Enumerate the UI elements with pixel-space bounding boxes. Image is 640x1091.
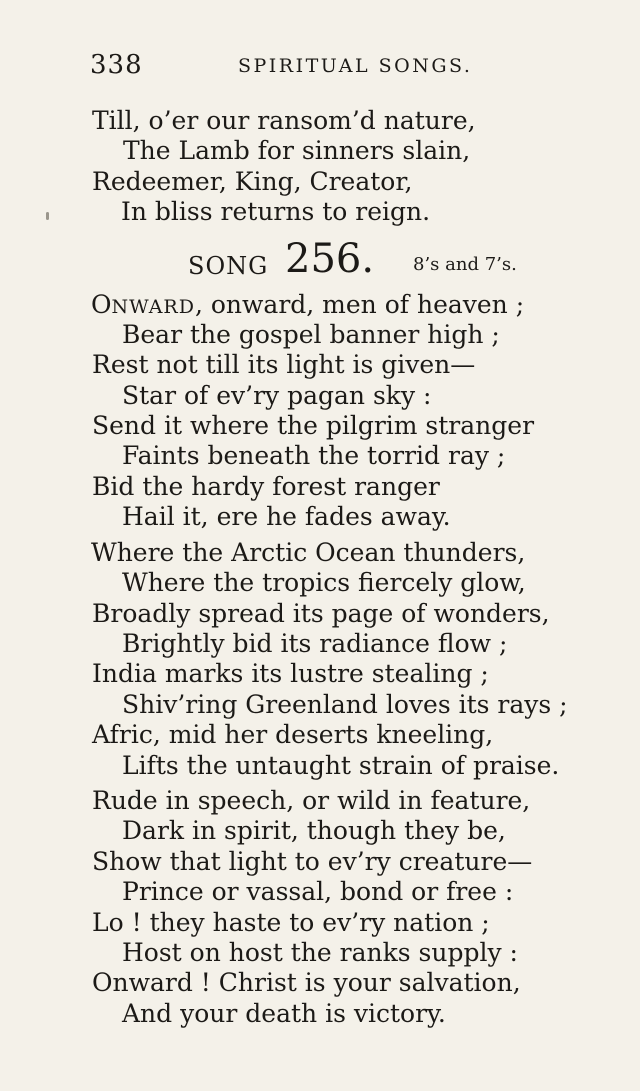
verse-line: Onward ! Christ is your salvation,	[92, 968, 521, 997]
verse-line: Bid the hardy forest ranger	[92, 472, 440, 501]
verse-line: Brightly bid its radiance flow ;	[122, 629, 508, 658]
verse-line: Faints beneath the torrid ray ;	[122, 441, 506, 470]
drop-initial: O	[91, 290, 112, 319]
verse-line: Afric, mid her deserts kneeling,	[92, 720, 494, 749]
verse-line: Send it where the pilgrim stranger	[92, 411, 535, 440]
verse-line: Hail it, ere he fades away.	[122, 502, 451, 531]
verse-line: India marks its lustre stealing ;	[92, 659, 489, 688]
verse-line: Rude in speech, or wild in feature,	[92, 786, 531, 815]
song-number: 256.	[285, 236, 375, 282]
ink-speck	[46, 212, 49, 220]
song-heading	[188, 236, 548, 284]
verse-line: Bear the gospel banner high ;	[122, 320, 500, 349]
verse-line: The Lamb for sinners slain,	[123, 136, 471, 165]
verse-line: Star of ev’ry pagan sky :	[122, 381, 432, 410]
verse-line: Host on host the ranks supply :	[122, 938, 518, 967]
song-label: SONG	[188, 252, 269, 280]
first-verse-line	[91, 290, 524, 322]
verse-line: Where the Arctic Ocean thunders,	[91, 538, 526, 567]
small-caps-word: NWARD	[111, 296, 195, 318]
verse-line: Show that light to ev’ry creature—	[92, 847, 533, 876]
verse-line: Lifts the untaught strain of praise.	[122, 751, 560, 780]
verse-line: Till, o’er our ransom’d nature,	[92, 106, 476, 135]
verse-line: Rest not till its light is given—	[92, 350, 476, 379]
verse-line: Dark in spirit, though they be,	[122, 816, 506, 845]
verse-line: Prince or vassal, bond or free :	[122, 877, 514, 906]
first-line-rest: , onward, men of heaven ;	[194, 290, 525, 319]
page-header	[90, 50, 510, 84]
verse-line: And your death is victory.	[122, 999, 446, 1028]
running-title: SPIRITUAL SONGS.	[238, 55, 473, 77]
verse-line: Broadly spread its page of wonders,	[92, 599, 550, 628]
verse-line: Where the tropics fiercely glow,	[122, 568, 526, 597]
verse-line: Lo ! they haste to ev’ry nation ;	[92, 908, 490, 937]
verse-line: In bliss returns to reign.	[121, 197, 431, 226]
verse-line: Shiv’ring Greenland loves its rays ;	[122, 690, 568, 719]
song-meter: 8’s and 7’s.	[413, 254, 517, 275]
verse-line: Redeemer, King, Creator,	[92, 167, 413, 196]
page-number: 338	[90, 50, 143, 80]
